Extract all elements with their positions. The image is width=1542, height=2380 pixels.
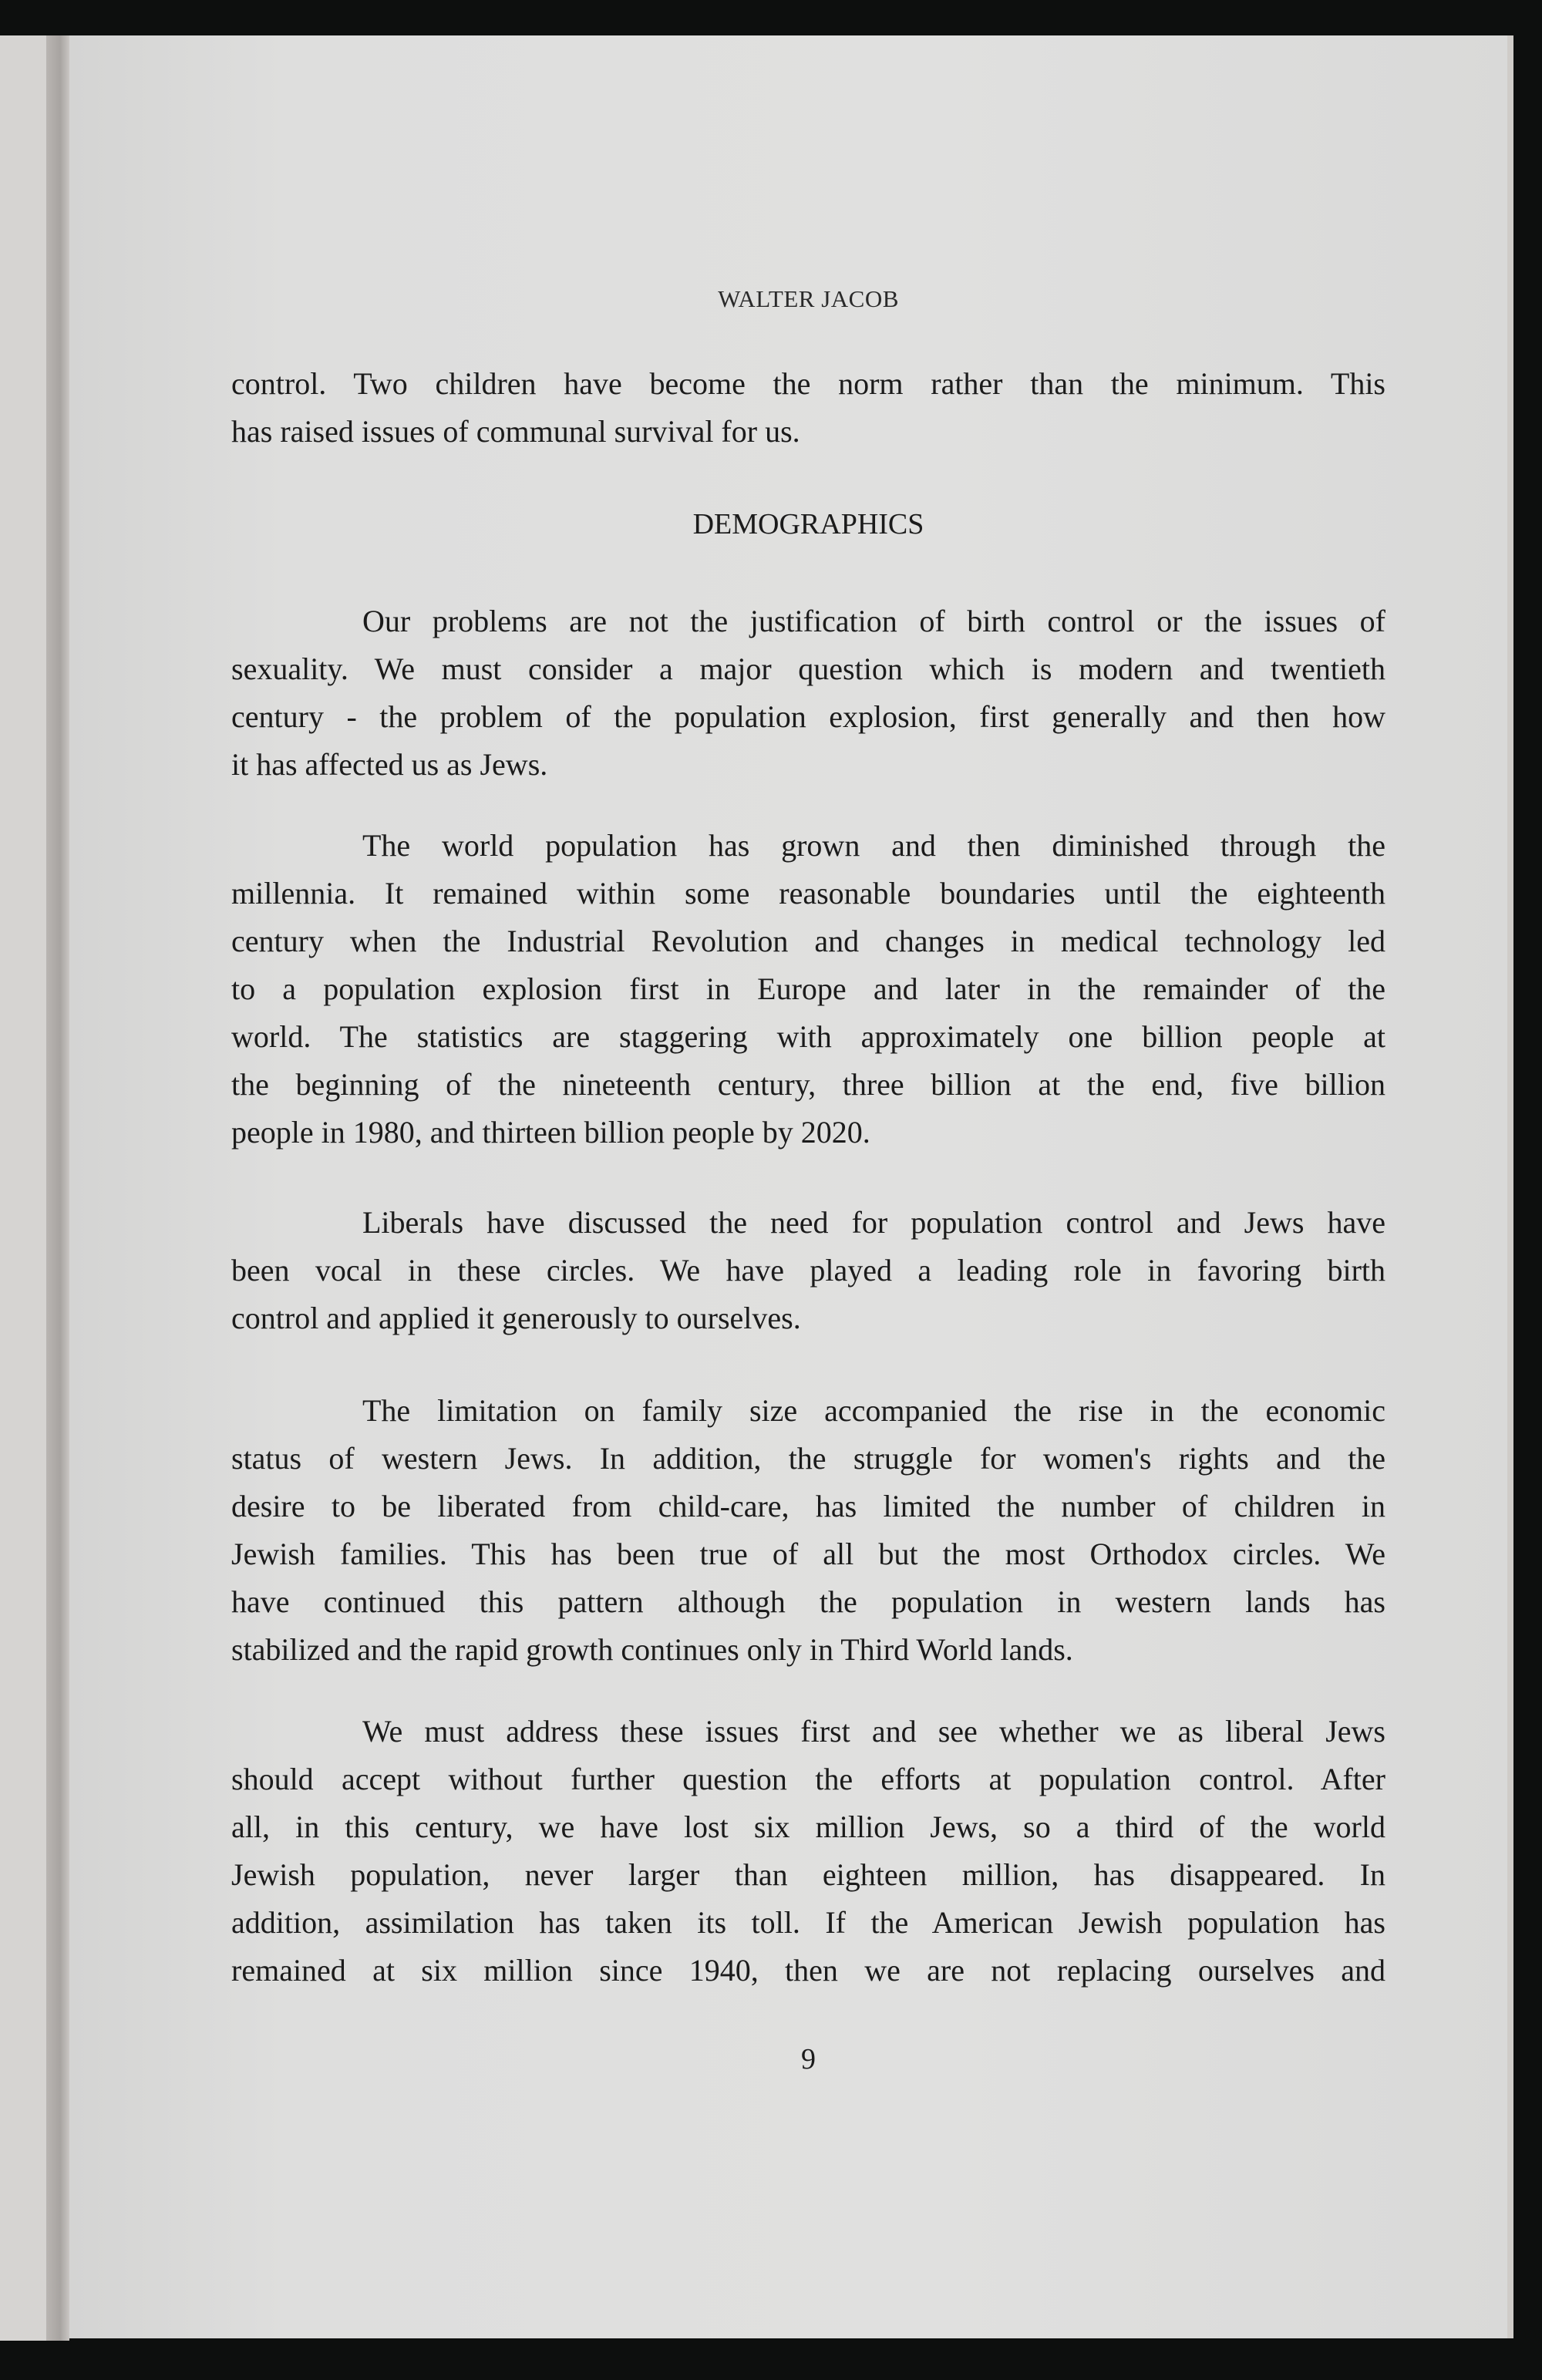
text-line: world. The statistics are staggering with approximately one billion people at	[231, 1019, 1385, 1054]
paragraph	[231, 598, 1385, 789]
text-line: have continued this pattern although the population in western lands has	[231, 1584, 1385, 1619]
text-line: should accept without further question the efforts at population control. After	[231, 1762, 1385, 1796]
text-line: control and applied it generously to ourselves.	[231, 1301, 801, 1335]
text-line: stabilized and the rapid growth continues only in Third World lands.	[231, 1632, 1073, 1667]
text-line: it has affected us as Jews.	[231, 747, 548, 782]
text-line: Jewish families. This has been true of all but the most Orthodox circles. We	[231, 1537, 1385, 1571]
paragraph	[231, 1199, 1385, 1342]
text-line: status of western Jews. In addition, the struggle for women's rights and the	[231, 1441, 1385, 1476]
text-line: The world population has grown and then diminished through the	[362, 828, 1385, 863]
paragraph	[231, 1387, 1385, 1674]
text-line: Liberals have discussed the need for population control and Jews have	[362, 1205, 1385, 1240]
text-line: has raised issues of communal survival for us.	[231, 414, 800, 449]
text-line: remained at six million since 1940, then we are not replacing ourselves and	[231, 1953, 1385, 1988]
paragraph	[231, 822, 1385, 1156]
section-heading: DEMOGRAPHICS	[692, 508, 924, 540]
text-line: been vocal in these circles. We have played a leading role in favoring birth	[231, 1253, 1385, 1288]
text-line: the beginning of the nineteenth century, three billion at the end, five billion	[231, 1067, 1385, 1102]
text-line: century - the problem of the population explosion, first generally and then how	[231, 699, 1385, 734]
text-line: We must address these issues first and see whether we as liberal Jews	[362, 1714, 1385, 1749]
text-line: sexuality. We must consider a major question which is modern and twentieth	[231, 651, 1385, 686]
page-edge	[1507, 35, 1513, 2338]
text-line: addition, assimilation has taken its toll. If the American Jewish population has	[231, 1905, 1385, 1940]
paragraph	[231, 360, 1385, 456]
text-line: desire to be liberated from child-care, has limited the number of children in	[231, 1489, 1385, 1523]
facing-page-edge	[0, 35, 46, 2341]
text-line: to a population explosion first in Europe and later in the remainder of the	[231, 971, 1385, 1006]
running-header: WALTER JACOB	[718, 285, 899, 312]
text-line: Our problems are not the justification of birth control or the issues of	[362, 604, 1385, 638]
text-line: The limitation on family size accompanied the rise in the economic	[362, 1393, 1385, 1428]
text-line: people in 1980, and thirteen billion people by 2020.	[231, 1115, 870, 1150]
paragraph	[231, 1708, 1385, 1995]
text-line: control. Two children have become the norm rather than the minimum. This	[231, 366, 1385, 401]
text-line: millennia. It remained within some reasonable boundaries until the eighteenth	[231, 876, 1385, 911]
book-gutter	[46, 35, 69, 2341]
page-number: 9	[801, 2043, 816, 2075]
text-line: Jewish population, never larger than eighteen million, has disappeared. In	[231, 1857, 1385, 1892]
text-line: all, in this century, we have lost six million Jews, so a third of the world	[231, 1809, 1385, 1844]
text-line: century when the Industrial Revolution and changes in medical technology led	[231, 924, 1385, 958]
